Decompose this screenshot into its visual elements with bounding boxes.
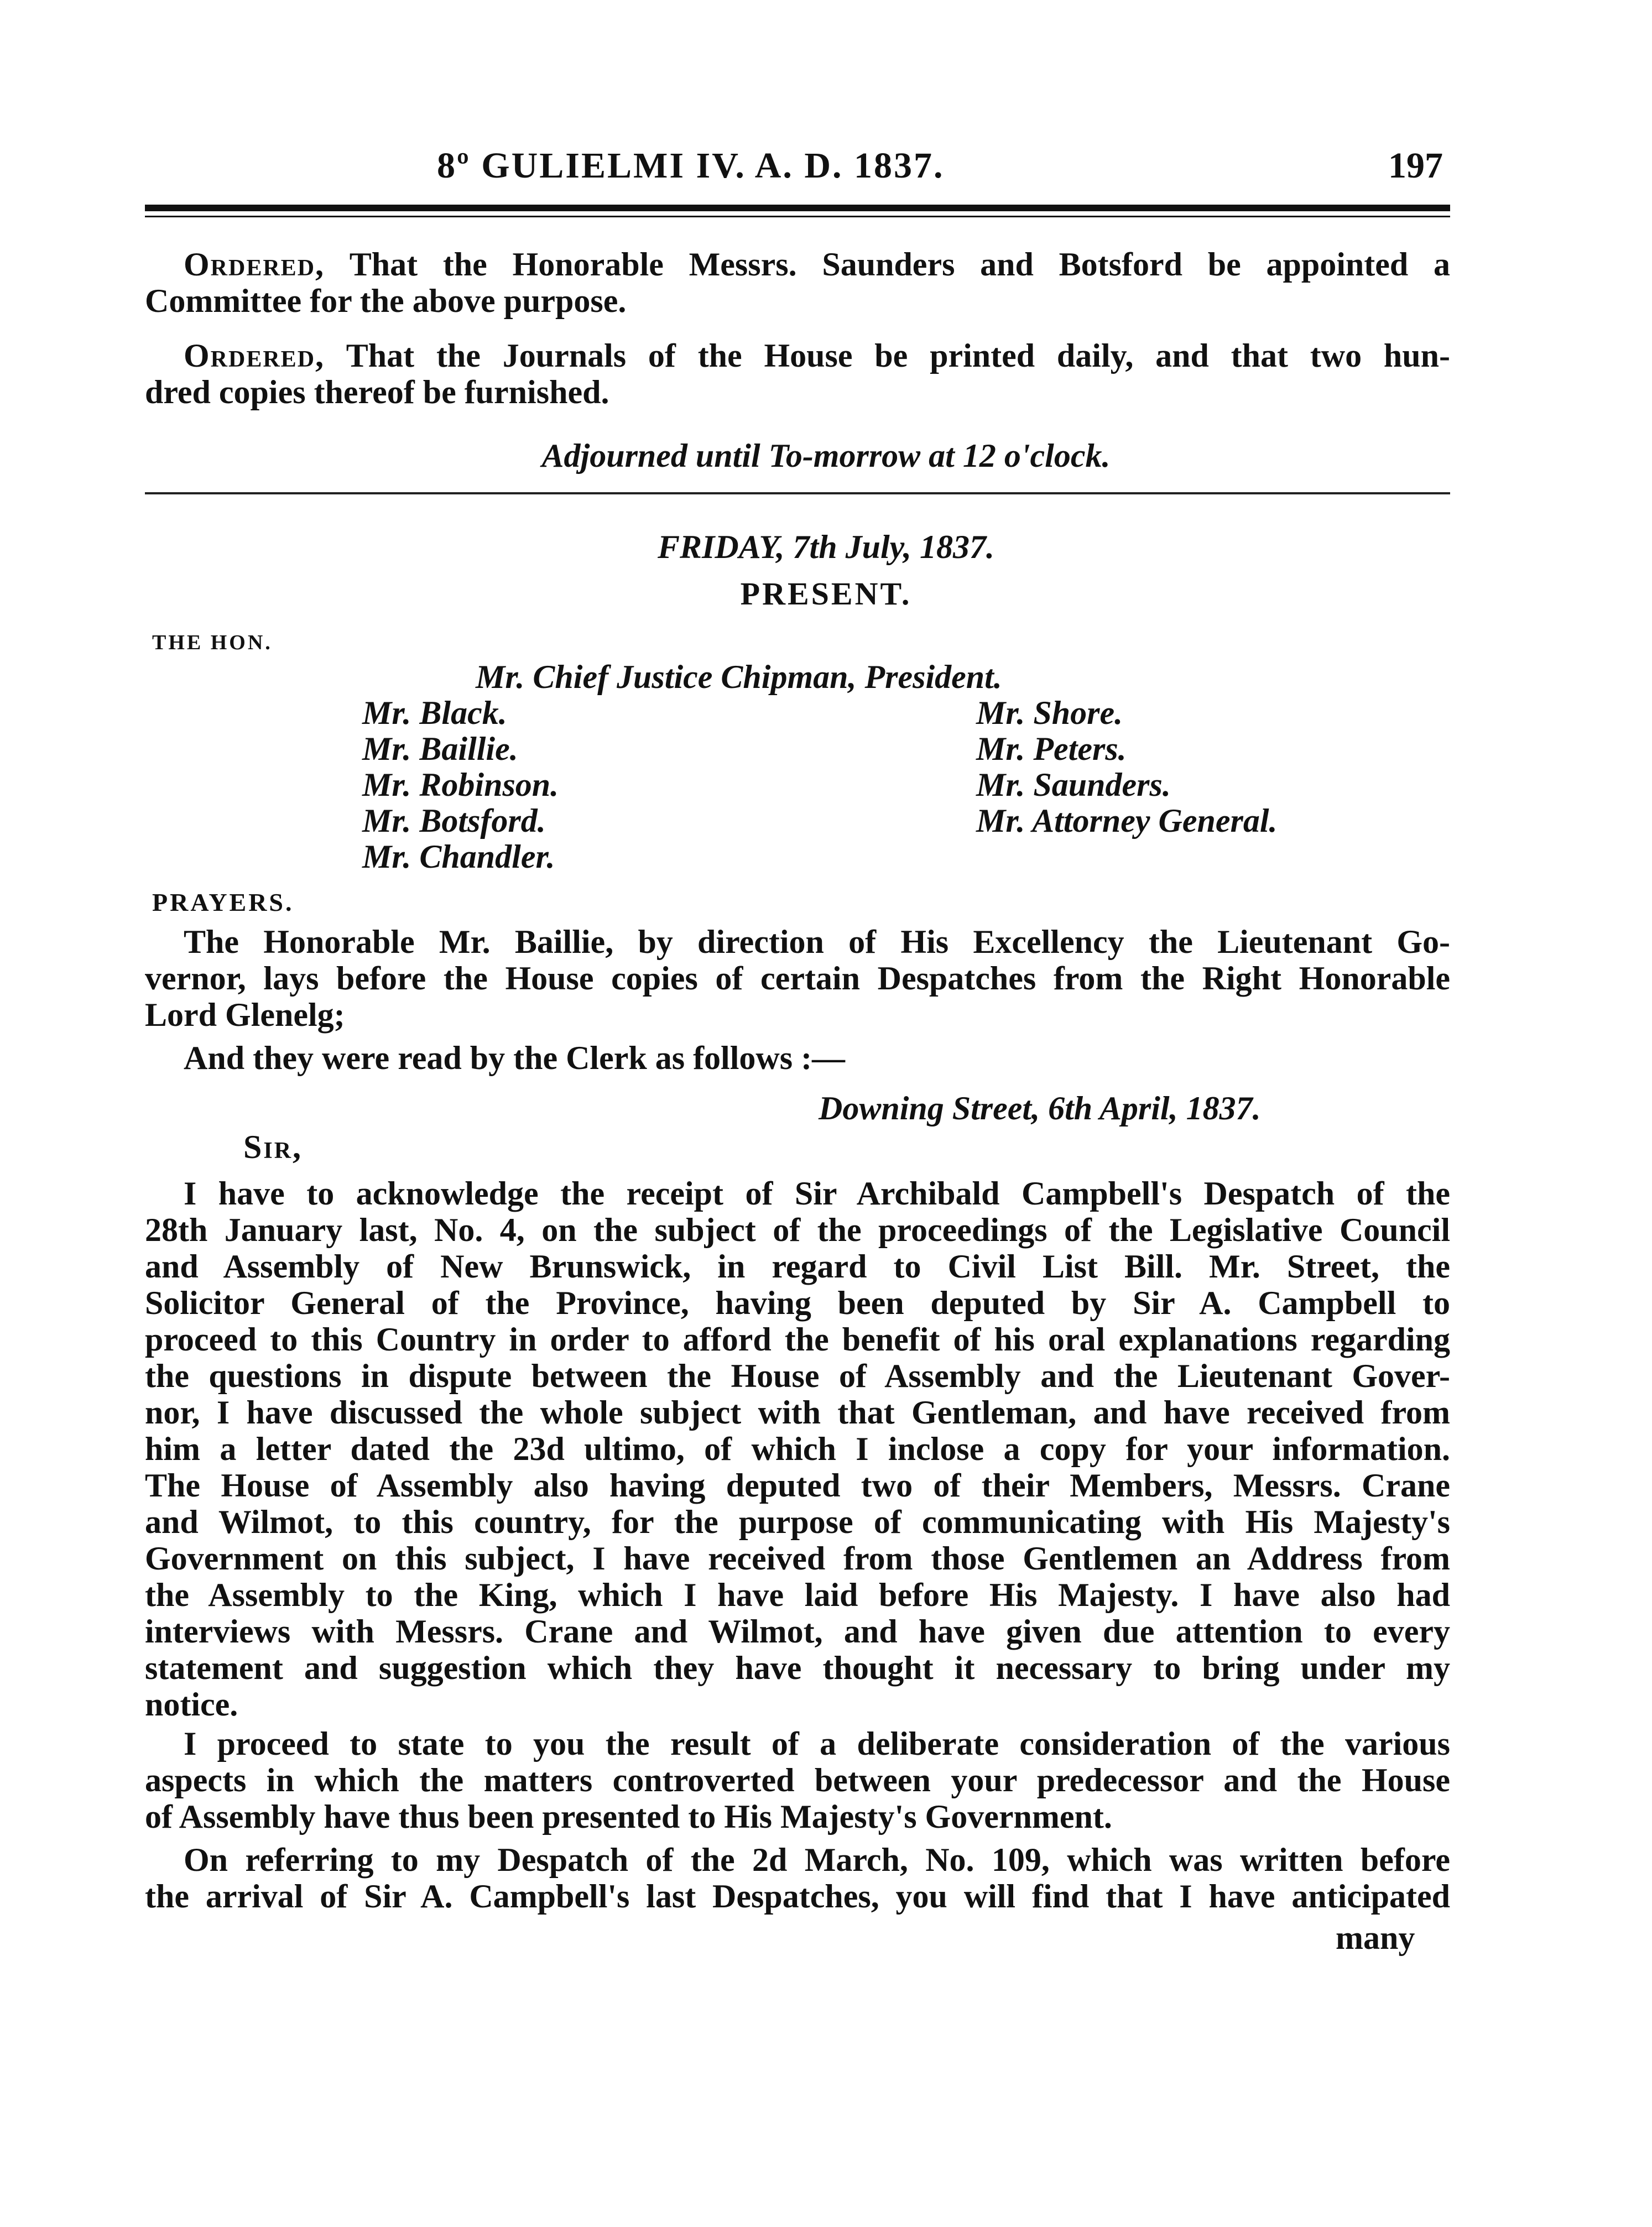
- order-paragraph-2: [145, 337, 1450, 410]
- salutation: Sir,: [243, 1129, 303, 1165]
- text-line: the arrival of Sir A. Campbell's last Despatches, you will find that I have anticipated: [145, 1878, 1450, 1915]
- member-right: Mr. Peters.: [976, 731, 1127, 767]
- despatch-paragraph-1: [145, 1175, 1450, 1723]
- text-line: The Honorable Mr. Baillie, by direction of His Excellency the Lieutenant Go-: [184, 924, 1450, 960]
- section-divider: [145, 492, 1450, 494]
- president-line: Mr. Chief Justice Chipman, President.: [476, 659, 1002, 695]
- text-line: statement and suggestion which they have thought it necessary to bring under my: [145, 1650, 1450, 1686]
- page-number: 197: [1388, 145, 1443, 186]
- despatch-dateline: Downing Street, 6th April, 1837.: [819, 1090, 1261, 1126]
- text-line: Solicitor General of the Province, having been deputed by Sir A. Campbell to: [145, 1285, 1450, 1321]
- prayers-label: PRAYERS.: [152, 888, 294, 916]
- member-right: Mr. Attorney General.: [976, 802, 1278, 839]
- present-label: PRESENT.: [740, 576, 912, 612]
- text-line: aspects in which the matters controverted between your predecessor and the House: [145, 1762, 1450, 1798]
- the-hon-label: THE HON.: [152, 631, 273, 654]
- text-line: notice.: [145, 1686, 238, 1723]
- day-heading: FRIDAY, 7th July, 1837.: [657, 529, 995, 565]
- order-line: dred copies thereof be furnished.: [145, 374, 609, 410]
- member-left: Mr. Robinson.: [362, 766, 559, 803]
- member-right: Mr. Shore.: [976, 695, 1123, 731]
- order-lead: Ordered,: [184, 246, 325, 283]
- text-line: of Assembly have thus been presented to His Majesty's Government.: [145, 1798, 1112, 1835]
- text-line: nor, I have discussed the whole subject with that Gentleman, and have received from: [145, 1394, 1450, 1431]
- baillie-paragraph: [145, 924, 1450, 1033]
- text-line: And they were read by the Clerk as follows :—: [184, 1040, 846, 1076]
- text-line: the Assembly to the King, which I have laid before His Majesty. I have also had: [145, 1577, 1450, 1613]
- text-line: him a letter dated the 23d ultimo, of which I inclose a copy for your information.: [145, 1431, 1450, 1467]
- text-line: proceed to this Country in order to afford the benefit of his oral explanations regarding: [145, 1321, 1450, 1358]
- member-left: Mr. Baillie.: [362, 731, 518, 767]
- member-right: Mr. Saunders.: [976, 766, 1171, 803]
- member-left: Mr. Black.: [362, 695, 507, 731]
- running-header-title: 8º GULIELMI IV. A. D. 1837.: [437, 145, 945, 186]
- text-line: interviews with Messrs. Crane and Wilmot, and have given due attention to every: [145, 1613, 1450, 1650]
- read-paragraph: [145, 1040, 1450, 1076]
- text-line: I proceed to state to you the result of a deliberate consideration of the various: [184, 1725, 1450, 1762]
- text-line: 28th January last, No. 4, on the subject of the proceedings of the Legislative Council: [145, 1212, 1450, 1248]
- text-line: and Assembly of New Brunswick, in regard to Civil List Bill. Mr. Street, the: [145, 1248, 1450, 1285]
- text-line: vernor, lays before the House copies of certain Despatches from the Right Honorable: [145, 960, 1450, 997]
- order-line: Committee for the above purpose.: [145, 283, 627, 319]
- text-line: the questions in dispute between the House of Assembly and the Lieutenant Gover-: [145, 1358, 1450, 1394]
- member-left: Mr. Chandler.: [362, 838, 555, 875]
- member-left: Mr. Botsford.: [362, 802, 546, 839]
- order-line: That the Honorable Messrs. Saunders and Botsford be appointed a: [349, 246, 1450, 283]
- order-line: That the Journals of the House be printed daily, and that two hun-: [346, 337, 1451, 374]
- text-line: On referring to my Despatch of the 2d March, No. 109, which was written before: [184, 1842, 1450, 1878]
- catchword: many: [1336, 1920, 1415, 1956]
- header-rule-thin: [145, 216, 1450, 217]
- text-line: Lord Glenelg;: [145, 997, 345, 1033]
- order-paragraph-1: [145, 246, 1450, 319]
- text-line: Government on this subject, I have received from those Gentlemen an Address from: [145, 1540, 1450, 1577]
- text-line: and Wilmot, to this country, for the purpose of communicating with His Majesty's: [145, 1504, 1450, 1540]
- despatch-paragraph-3: [145, 1842, 1450, 1915]
- order-lead: Ordered,: [184, 337, 325, 374]
- text-line: I have to acknowledge the receipt of Sir Archibald Campbell's Despatch of the: [184, 1175, 1450, 1212]
- header-rule-thick: [145, 205, 1450, 211]
- adjournment-notice: Adjourned until To-morrow at 12 o'clock.: [541, 437, 1111, 474]
- despatch-paragraph-2: [145, 1725, 1450, 1835]
- text-line: The House of Assembly also having deputed two of their Members, Messrs. Crane: [145, 1467, 1450, 1504]
